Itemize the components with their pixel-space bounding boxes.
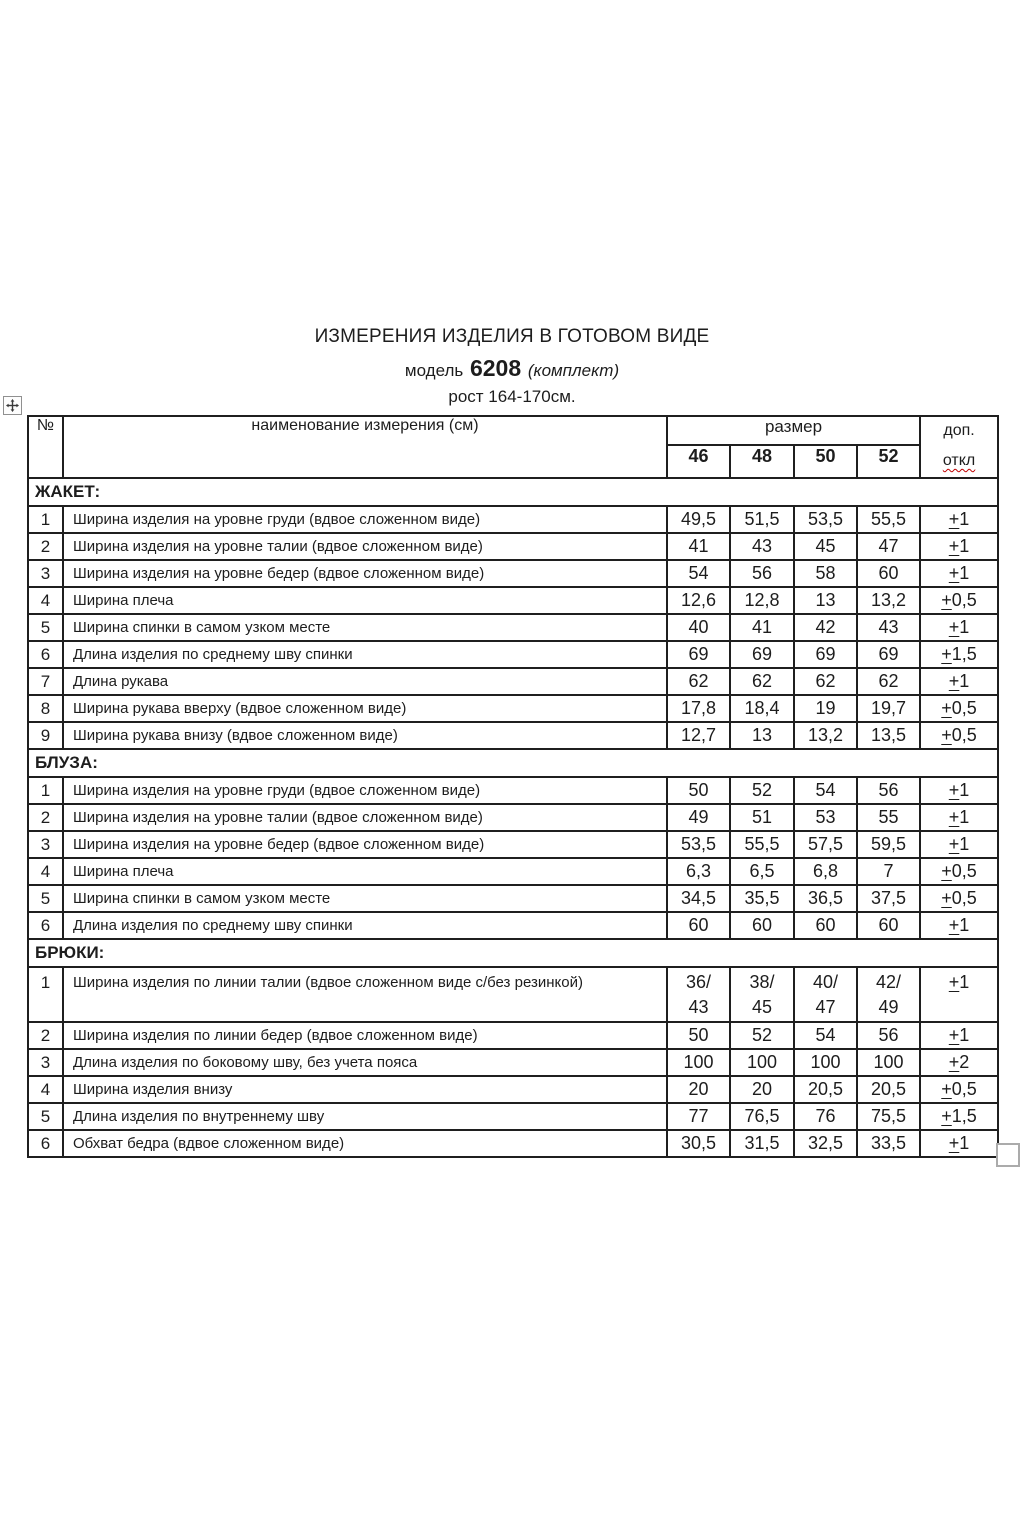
size-value-cell: 60	[794, 912, 857, 939]
size-value-cell: 37,5	[857, 885, 920, 912]
size-value-cell: 42	[794, 614, 857, 641]
measurement-row	[28, 1049, 998, 1076]
size-value-cell: 100	[794, 1049, 857, 1076]
size-value-cell: 17,8	[667, 695, 730, 722]
size-value-cell: 56	[857, 777, 920, 804]
measurement-name-cell: Длина изделия по среднему шву спинки	[63, 641, 667, 668]
tolerance-cell: +2	[920, 1049, 998, 1076]
plus-minus-sign: +	[941, 1106, 952, 1126]
size-value-cell: 60	[730, 912, 794, 939]
size-value-cell: 56	[857, 1022, 920, 1049]
size-value-cell: 19	[794, 695, 857, 722]
plus-minus-sign: +	[948, 780, 960, 800]
size-value-cell: 58	[794, 560, 857, 587]
size-value-cell: 36,5	[794, 885, 857, 912]
plus-minus-sign: +	[948, 834, 960, 854]
row-number-cell: 5	[28, 1103, 63, 1130]
measurement-name-cell: Ширина рукава внизу (вдвое сложенном виде)	[63, 722, 667, 749]
model-number: 6208	[469, 354, 522, 381]
measurement-name-cell: Ширина изделия по линии бедер (вдвое сложенном виде)	[63, 1022, 667, 1049]
size-value-cell: 69	[667, 641, 730, 668]
size-value-cell: 55	[857, 804, 920, 831]
model-suffix: (комплект)	[527, 360, 620, 380]
row-number-cell: 5	[28, 614, 63, 641]
col-header-number: №	[28, 416, 63, 478]
size-value-cell: 100	[857, 1049, 920, 1076]
tolerance-cell: +0,5	[920, 695, 998, 722]
size-value-cell: 45	[794, 533, 857, 560]
row-number-cell: 3	[28, 831, 63, 858]
size-value-cell: 12,6	[667, 587, 730, 614]
measurement-name-cell: Ширина плеча	[63, 587, 667, 614]
size-value-cell: 62	[794, 668, 857, 695]
plus-minus-sign: +	[948, 1025, 960, 1045]
size-value-cell: 47	[857, 533, 920, 560]
size-value-cell: 50	[667, 1022, 730, 1049]
size-value-cell: 19,7	[857, 695, 920, 722]
tolerance-cell: +0,5	[920, 885, 998, 912]
measurement-row	[28, 1130, 998, 1157]
measurement-row	[28, 722, 998, 749]
measurement-name-cell: Обхват бедра (вдвое сложенном виде)	[63, 1130, 667, 1157]
row-number-cell: 3	[28, 1049, 63, 1076]
size-value-cell: 60	[667, 912, 730, 939]
size-value-cell: 43	[730, 533, 794, 560]
row-number-cell: 3	[28, 560, 63, 587]
model-line	[27, 355, 997, 381]
measurement-name-cell: Ширина плеча	[63, 858, 667, 885]
measurement-name-cell: Ширина изделия на уровне талии (вдвое сложенном виде)	[63, 533, 667, 560]
plus-minus-sign: +	[941, 1079, 952, 1099]
size-value-cell: 32,5	[794, 1130, 857, 1157]
plus-minus-sign: +	[948, 509, 960, 529]
size-value-cell: 57,5	[794, 831, 857, 858]
plus-minus-sign: +	[948, 563, 960, 583]
measurement-row	[28, 912, 998, 939]
size-value-cell: 100	[730, 1049, 794, 1076]
measurement-row	[28, 533, 998, 560]
size-value-cell: 7	[857, 858, 920, 885]
size-value-cell: 56	[730, 560, 794, 587]
measurement-row	[28, 1022, 998, 1049]
row-number-cell: 9	[28, 722, 63, 749]
table-resize-handle[interactable]	[996, 1143, 1020, 1167]
measurement-row	[28, 777, 998, 804]
measurement-row	[28, 587, 998, 614]
size-value-cell: 13	[794, 587, 857, 614]
size-value-cell: 38/ 45	[730, 967, 794, 1022]
size-value-cell: 62	[730, 668, 794, 695]
col-header-name: наименование измерения (см)	[63, 416, 667, 478]
size-value-cell: 100	[667, 1049, 730, 1076]
section-row	[28, 749, 998, 777]
size-value-cell: 55,5	[730, 831, 794, 858]
size-value-cell: 49	[667, 804, 730, 831]
size-value-cell: 55,5	[857, 506, 920, 533]
size-value-cell: 31,5	[730, 1130, 794, 1157]
measurement-row	[28, 1103, 998, 1130]
row-number-cell: 1	[28, 506, 63, 533]
measurement-row	[28, 695, 998, 722]
row-number-cell: 8	[28, 695, 63, 722]
measurement-name-cell: Ширина рукава вверху (вдвое сложенном виде)	[63, 695, 667, 722]
plus-minus-sign: +	[948, 1052, 960, 1072]
size-value-cell: 13,2	[794, 722, 857, 749]
plus-minus-sign: +	[941, 888, 952, 908]
row-number-cell: 4	[28, 587, 63, 614]
size-value-cell: 51,5	[730, 506, 794, 533]
measurement-row	[28, 831, 998, 858]
tolerance-cell: +1,5	[920, 641, 998, 668]
size-value-cell: 18,4	[730, 695, 794, 722]
size-value-cell: 33,5	[857, 1130, 920, 1157]
section-row	[28, 939, 998, 967]
measurement-name-cell: Ширина изделия на уровне груди (вдвое сложенном виде)	[63, 506, 667, 533]
height-range: рост 164-170см.	[448, 387, 576, 407]
size-value-cell: 77	[667, 1103, 730, 1130]
plus-minus-sign: +	[948, 915, 960, 935]
tolerance-cell: +1	[920, 1022, 998, 1049]
size-value-cell: 62	[667, 668, 730, 695]
size-value-cell: 54	[794, 777, 857, 804]
size-value-cell: 41	[667, 533, 730, 560]
size-value-cell: 50	[667, 777, 730, 804]
size-value-cell: 20	[667, 1076, 730, 1103]
row-number-cell: 6	[28, 641, 63, 668]
size-value-cell: 36/ 43	[667, 967, 730, 1022]
measurement-name-cell: Ширина изделия на уровне груди (вдвое сложенном виде)	[63, 777, 667, 804]
measurements-tbody	[28, 478, 998, 1157]
tolerance-header-line2: откл	[942, 452, 976, 469]
size-value-cell: 69	[857, 641, 920, 668]
tolerance-cell: +1	[920, 614, 998, 641]
row-number-cell: 6	[28, 912, 63, 939]
measurement-name-cell: Длина изделия по среднему шву спинки	[63, 912, 667, 939]
measurement-row	[28, 668, 998, 695]
plus-minus-sign: +	[941, 861, 952, 881]
row-number-cell: 2	[28, 804, 63, 831]
plus-minus-sign: +	[941, 644, 952, 664]
measurement-name-cell: Ширина изделия на уровне бедер (вдвое сложенном виде)	[63, 831, 667, 858]
header-row-top	[28, 416, 998, 445]
measurement-row	[28, 506, 998, 533]
document-header	[27, 326, 997, 407]
table-move-handle-icon[interactable]	[3, 396, 22, 415]
measurement-name-cell: Длина изделия по внутреннему шву	[63, 1103, 667, 1130]
tolerance-cell: +0,5	[920, 1076, 998, 1103]
measurement-name-cell: Ширина спинки в самом узком месте	[63, 614, 667, 641]
size-value-cell: 69	[794, 641, 857, 668]
measurement-row	[28, 614, 998, 641]
tolerance-cell: +1	[920, 777, 998, 804]
page-title: ИЗМЕРЕНИЯ ИЗДЕЛИЯ В ГОТОВОМ ВИДЕ	[314, 326, 710, 347]
size-value-cell: 54	[794, 1022, 857, 1049]
size-value-cell: 13	[730, 722, 794, 749]
col-header-size-group: размер	[667, 416, 920, 445]
tolerance-cell: +1	[920, 967, 998, 1022]
col-header-size-48: 48	[730, 445, 794, 478]
plus-minus-sign: +	[948, 972, 960, 992]
col-header-size-46: 46	[667, 445, 730, 478]
size-value-cell: 69	[730, 641, 794, 668]
tolerance-cell: +0,5	[920, 722, 998, 749]
row-number-cell: 5	[28, 885, 63, 912]
size-value-cell: 35,5	[730, 885, 794, 912]
section-row	[28, 478, 998, 506]
measurement-name-cell: Ширина изделия по линии талии (вдвое сложенном виде с/без резинкой)	[63, 967, 667, 1022]
tolerance-cell: +1	[920, 831, 998, 858]
row-number-cell: 1	[28, 967, 63, 1022]
size-value-cell: 75,5	[857, 1103, 920, 1130]
tolerance-cell: +1	[920, 804, 998, 831]
plus-minus-sign: +	[948, 807, 960, 827]
row-number-cell: 2	[28, 1022, 63, 1049]
measurements-table	[27, 415, 999, 1158]
measurement-row	[28, 1076, 998, 1103]
size-value-cell: 49,5	[667, 506, 730, 533]
size-value-cell: 60	[857, 912, 920, 939]
size-value-cell: 12,8	[730, 587, 794, 614]
plus-minus-sign: +	[941, 590, 952, 610]
measurement-name-cell: Длина рукава	[63, 668, 667, 695]
section-title: БРЮКИ:	[28, 939, 998, 967]
measurement-name-cell: Длина изделия по боковому шву, без учета пояса	[63, 1049, 667, 1076]
size-value-cell: 41	[730, 614, 794, 641]
plus-minus-sign: +	[948, 1133, 960, 1153]
size-value-cell: 40/ 47	[794, 967, 857, 1022]
tolerance-cell: +0,5	[920, 858, 998, 885]
col-header-tolerance	[920, 416, 998, 478]
row-number-cell: 4	[28, 858, 63, 885]
plus-minus-sign: +	[948, 617, 960, 637]
four-way-arrow-icon	[6, 399, 19, 412]
size-value-cell: 76	[794, 1103, 857, 1130]
plus-minus-sign: +	[941, 698, 952, 718]
tolerance-header-line1: доп.	[943, 422, 975, 439]
measurement-name-cell: Ширина спинки в самом узком месте	[63, 885, 667, 912]
size-value-cell: 20,5	[794, 1076, 857, 1103]
tolerance-cell: +1	[920, 668, 998, 695]
size-value-cell: 59,5	[857, 831, 920, 858]
size-value-cell: 51	[730, 804, 794, 831]
size-value-cell: 40	[667, 614, 730, 641]
section-title: ЖАКЕТ:	[28, 478, 998, 506]
plus-minus-sign: +	[948, 671, 960, 691]
tolerance-cell: +0,5	[920, 587, 998, 614]
size-value-cell: 53,5	[794, 506, 857, 533]
size-value-cell: 52	[730, 777, 794, 804]
tolerance-cell: +1	[920, 912, 998, 939]
measurement-name-cell: Ширина изделия на уровне талии (вдвое сложенном виде)	[63, 804, 667, 831]
measurement-name-cell: Ширина изделия на уровне бедер (вдвое сложенном виде)	[63, 560, 667, 587]
size-value-cell: 76,5	[730, 1103, 794, 1130]
size-value-cell: 43	[857, 614, 920, 641]
tolerance-cell: +1	[920, 560, 998, 587]
size-value-cell: 53,5	[667, 831, 730, 858]
size-value-cell: 54	[667, 560, 730, 587]
size-value-cell: 53	[794, 804, 857, 831]
row-number-cell: 4	[28, 1076, 63, 1103]
size-value-cell: 52	[730, 1022, 794, 1049]
tolerance-cell: +1	[920, 506, 998, 533]
measurement-row	[28, 804, 998, 831]
tolerance-cell: +1	[920, 1130, 998, 1157]
section-title: БЛУЗА:	[28, 749, 998, 777]
measurement-row	[28, 560, 998, 587]
row-number-cell: 2	[28, 533, 63, 560]
measurement-row	[28, 858, 998, 885]
model-label: модель	[404, 360, 464, 380]
row-number-cell: 1	[28, 777, 63, 804]
tolerance-cell: +1	[920, 533, 998, 560]
col-header-size-50: 50	[794, 445, 857, 478]
plus-minus-sign: +	[941, 725, 952, 745]
size-value-cell: 6,5	[730, 858, 794, 885]
size-value-cell: 42/ 49	[857, 967, 920, 1022]
measurement-row	[28, 885, 998, 912]
size-value-cell: 34,5	[667, 885, 730, 912]
row-number-cell: 7	[28, 668, 63, 695]
size-value-cell: 13,2	[857, 587, 920, 614]
size-value-cell: 12,7	[667, 722, 730, 749]
measurement-row	[28, 641, 998, 668]
measurement-name-cell: Ширина изделия внизу	[63, 1076, 667, 1103]
size-value-cell: 20,5	[857, 1076, 920, 1103]
tolerance-cell: +1,5	[920, 1103, 998, 1130]
size-value-cell: 20	[730, 1076, 794, 1103]
size-value-cell: 6,3	[667, 858, 730, 885]
plus-minus-sign: +	[948, 536, 960, 556]
size-value-cell: 6,8	[794, 858, 857, 885]
measurement-row	[28, 967, 998, 1022]
size-value-cell: 60	[857, 560, 920, 587]
row-number-cell: 6	[28, 1130, 63, 1157]
size-value-cell: 13,5	[857, 722, 920, 749]
size-value-cell: 62	[857, 668, 920, 695]
size-value-cell: 30,5	[667, 1130, 730, 1157]
col-header-size-52: 52	[857, 445, 920, 478]
